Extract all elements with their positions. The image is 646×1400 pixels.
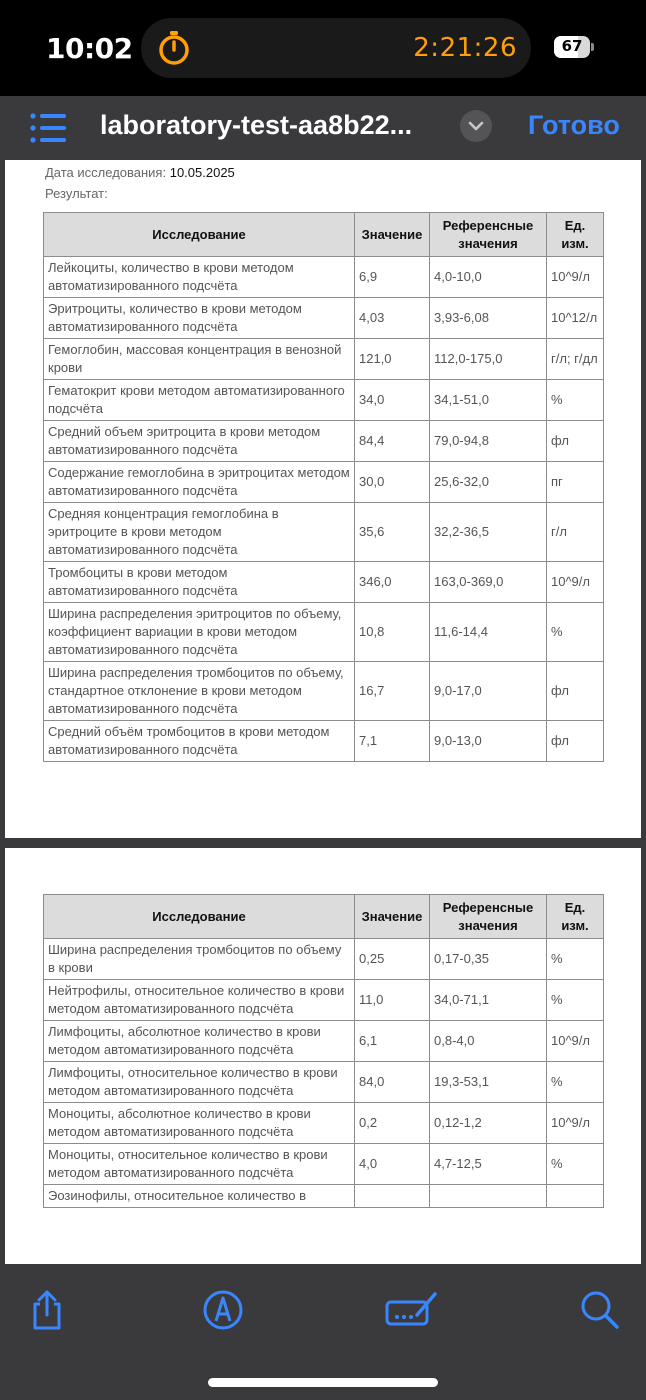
- document-title: laboratory-test-aa8b22...: [100, 110, 413, 140]
- cell-reference: 32,2-36,5: [430, 503, 547, 562]
- table-row: [44, 662, 604, 721]
- cell-unit: 10^9/л: [547, 1103, 604, 1144]
- cell-value: 7,1: [355, 721, 430, 762]
- table-row: [44, 562, 604, 603]
- cell-reference: 163,0-369,0: [430, 562, 547, 603]
- cell-unit: г/л; г/дл: [547, 339, 604, 380]
- cell-test: Лимфоциты, абсолютное количество в крови методом автоматизированного подсчёта: [44, 1021, 355, 1062]
- cell-unit: %: [547, 380, 604, 421]
- list-icon[interactable]: [30, 112, 68, 144]
- cell-test: Ширина распределения эритроцитов по объему, коэффициент вариации в крови методом автоматизированного подсчёта: [44, 603, 355, 662]
- cell-value: 4,0: [355, 1144, 430, 1185]
- cell-unit: фл: [547, 662, 604, 721]
- results-table-page-1: [43, 212, 604, 762]
- results-table-page-2: [43, 894, 604, 1208]
- markup-icon[interactable]: [201, 1288, 245, 1332]
- document-page-2: [5, 848, 641, 1264]
- cell-test: Эритроциты, количество в крови методом автоматизированного подсчёта: [44, 298, 355, 339]
- timer-icon: [155, 29, 193, 67]
- cell-test: Содержание гемоглобина в эритроцитах методом автоматизированного подсчёта: [44, 462, 355, 503]
- cell-test: Средний объём тромбоцитов в крови методом автоматизированного подсчёта: [44, 721, 355, 762]
- exam-date-value: 10.05.2025: [169, 165, 235, 180]
- done-button[interactable]: Готово: [528, 110, 620, 140]
- table-row: [44, 298, 604, 339]
- cell-test: Моноциты, абсолютное количество в крови методом автоматизированного подсчёта: [44, 1103, 355, 1144]
- table-row: [44, 257, 604, 298]
- cell-reference: 4,0-10,0: [430, 257, 547, 298]
- cell-reference: 9,0-17,0: [430, 662, 547, 721]
- cell-test: Моноциты, относительное количество в крови методом автоматизированного подсчёта: [44, 1144, 355, 1185]
- status-bar: [0, 0, 646, 96]
- table-header-row: [44, 895, 604, 939]
- cell-test: Средний объем эритроцита в крови методом автоматизированного подсчёта: [44, 421, 355, 462]
- cell-value: 84,4: [355, 421, 430, 462]
- table-row: [44, 503, 604, 562]
- cell-test: Тромбоциты в крови методом автоматизированного подсчёта: [44, 562, 355, 603]
- chevron-down-icon: [468, 120, 484, 132]
- cell-unit: фл: [547, 721, 604, 762]
- cell-reference: 3,93-6,08: [430, 298, 547, 339]
- cell-test: Лейкоциты, количество в крови методом автоматизированного подсчёта: [44, 257, 355, 298]
- cell-reference: 34,0-71,1: [430, 980, 547, 1021]
- header-test: Исследование: [44, 213, 355, 257]
- cell-value: 0,25: [355, 939, 430, 980]
- navigation-bar: [0, 96, 646, 160]
- cell-unit: %: [547, 939, 604, 980]
- cell-test: Лимфоциты, относительное количество в крови методом автоматизированного подсчёта: [44, 1062, 355, 1103]
- exam-date-line: [45, 165, 235, 180]
- header-value: Значение: [355, 213, 430, 257]
- header-test: Исследование: [44, 895, 355, 939]
- home-indicator[interactable]: [208, 1378, 438, 1387]
- table-header-row: [44, 213, 604, 257]
- cell-reference: 79,0-94,8: [430, 421, 547, 462]
- table-row: [44, 421, 604, 462]
- header-unit: Ед. изм.: [547, 213, 604, 257]
- cell-unit: пг: [547, 462, 604, 503]
- cell-reference: 25,6-32,0: [430, 462, 547, 503]
- cell-unit: %: [547, 1062, 604, 1103]
- cell-test: Гемоглобин, массовая концентрация в венозной крови: [44, 339, 355, 380]
- cell-test: Ширина распределения тромбоцитов по объему, стандартное отклонение в крови методом автоматизированного подсчёта: [44, 662, 355, 721]
- cell-reference: 0,12-1,2: [430, 1103, 547, 1144]
- header-unit: Ед. изм.: [547, 895, 604, 939]
- cell-unit: 10^9/л: [547, 1021, 604, 1062]
- table-row: [44, 380, 604, 421]
- cell-reference: 34,1-51,0: [430, 380, 547, 421]
- cell-value: 34,0: [355, 380, 430, 421]
- cell-value: [355, 1185, 430, 1208]
- cell-unit: 10^9/л: [547, 257, 604, 298]
- document-viewer[interactable]: [0, 160, 646, 1264]
- table-row: [44, 721, 604, 762]
- document-page-1: [5, 160, 641, 838]
- cell-value: 35,6: [355, 503, 430, 562]
- cell-value: 4,03: [355, 298, 430, 339]
- timer-readout: 2:21:26: [413, 33, 517, 63]
- cell-value: 346,0: [355, 562, 430, 603]
- cell-unit: 10^9/л: [547, 562, 604, 603]
- battery-icon: [554, 36, 594, 58]
- table-row: [44, 1062, 604, 1103]
- cell-reference: 0,17-0,35: [430, 939, 547, 980]
- cell-value: 30,0: [355, 462, 430, 503]
- cell-value: 121,0: [355, 339, 430, 380]
- cell-unit: %: [547, 980, 604, 1021]
- cell-test: Гематокрит крови методом автоматизированного подсчёта: [44, 380, 355, 421]
- cell-unit: г/л: [547, 503, 604, 562]
- cell-unit: %: [547, 603, 604, 662]
- cell-test: Средняя концентрация гемоглобина в эритроците в крови методом автоматизированного подсчёта: [44, 503, 355, 562]
- table-row: [44, 462, 604, 503]
- header-reference: Референсные значения: [430, 213, 547, 257]
- cell-reference: 19,3-53,1: [430, 1062, 547, 1103]
- cell-unit: фл: [547, 421, 604, 462]
- cell-value: 16,7: [355, 662, 430, 721]
- cell-reference: 11,6-14,4: [430, 603, 547, 662]
- table-row: [44, 1185, 604, 1208]
- cell-value: 84,0: [355, 1062, 430, 1103]
- table-row: [44, 339, 604, 380]
- cell-unit: %: [547, 1144, 604, 1185]
- table-row: [44, 603, 604, 662]
- table-row: [44, 1103, 604, 1144]
- cell-value: 10,8: [355, 603, 430, 662]
- dynamic-island[interactable]: [141, 18, 531, 78]
- header-reference: Референсные значения: [430, 895, 547, 939]
- cell-value: 6,9: [355, 257, 430, 298]
- title-menu-button[interactable]: [460, 110, 492, 142]
- edit-form-icon[interactable]: [384, 1288, 440, 1332]
- exam-date-label: Дата исследования:: [45, 165, 167, 180]
- cell-test: Нейтрофилы, относительное количество в крови методом автоматизированного подсчёта: [44, 980, 355, 1021]
- table-row: [44, 1021, 604, 1062]
- cell-reference: 4,7-12,5: [430, 1144, 547, 1185]
- cell-value: 0,2: [355, 1103, 430, 1144]
- table-row: [44, 980, 604, 1021]
- cell-reference: 0,8-4,0: [430, 1021, 547, 1062]
- cell-unit: 10^12/л: [547, 298, 604, 339]
- cell-value: 11,0: [355, 980, 430, 1021]
- cell-reference: 9,0-13,0: [430, 721, 547, 762]
- table-row: [44, 1144, 604, 1185]
- header-value: Значение: [355, 895, 430, 939]
- share-icon[interactable]: [25, 1288, 69, 1332]
- result-label: Результат:: [45, 186, 108, 201]
- cell-test: Эозинофилы, относительное количество в: [44, 1185, 355, 1208]
- battery-percent: 67: [561, 37, 583, 55]
- table-row: [44, 939, 604, 980]
- cell-test: Ширина распределения тромбоцитов по объему в крови: [44, 939, 355, 980]
- cell-reference: 112,0-175,0: [430, 339, 547, 380]
- search-icon[interactable]: [578, 1288, 622, 1332]
- cell-unit: [547, 1185, 604, 1208]
- cell-value: 6,1: [355, 1021, 430, 1062]
- status-time: 10:02: [46, 32, 133, 65]
- cell-reference: [430, 1185, 547, 1208]
